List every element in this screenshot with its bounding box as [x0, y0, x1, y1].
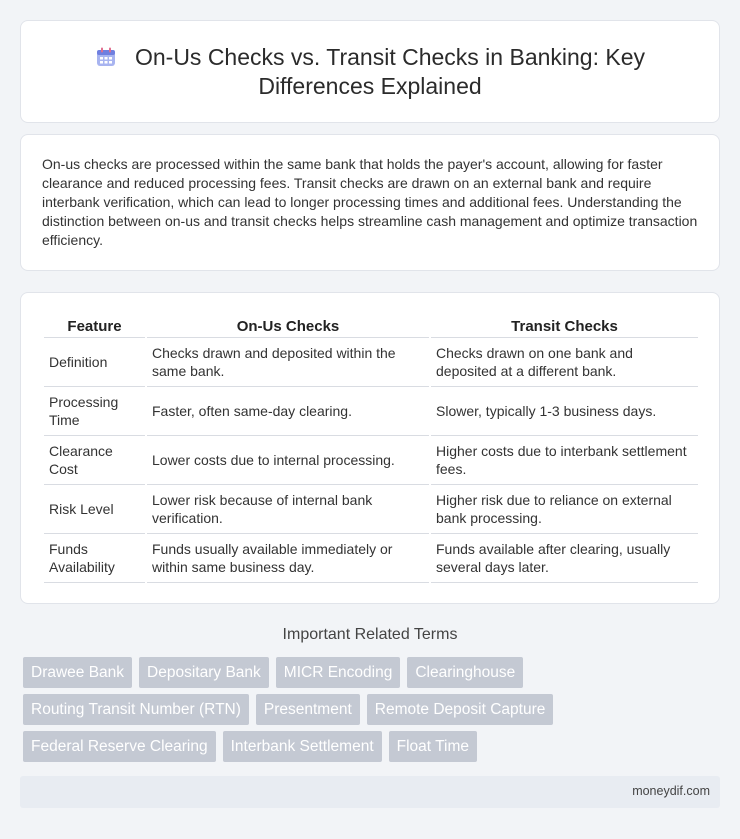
term-tag[interactable]: Federal Reserve Clearing	[23, 731, 216, 762]
row-transit: Funds available after clearing, usually several days later.	[431, 534, 698, 583]
intro-card	[20, 134, 720, 271]
footer-site[interactable]: moneydif.com	[632, 784, 710, 798]
term-tag[interactable]: Remote Deposit Capture	[367, 694, 554, 725]
row-on-us: Lower risk because of internal bank verification.	[147, 485, 429, 534]
term-tag[interactable]: Clearinghouse	[407, 657, 523, 688]
table-header-row	[44, 316, 698, 338]
term-tag[interactable]: Presentment	[256, 694, 360, 725]
header-transit: Transit Checks	[431, 316, 698, 338]
row-transit: Higher risk due to reliance on external bank processing.	[431, 485, 698, 534]
footer	[20, 776, 720, 808]
row-feature: Processing Time	[44, 387, 145, 436]
table-row	[44, 485, 698, 534]
term-tag[interactable]: MICR Encoding	[276, 657, 401, 688]
page-title: On-Us Checks vs. Transit Checks in Banking: Key Differences Explained	[134, 44, 646, 99]
table-row	[44, 387, 698, 436]
comparison-card	[20, 292, 720, 604]
row-on-us: Checks drawn and deposited within the same bank.	[147, 338, 429, 387]
header-on-us: On-Us Checks	[147, 316, 429, 338]
row-transit: Checks drawn on one bank and deposited at a different bank.	[431, 338, 698, 387]
table-row	[44, 338, 698, 387]
page-title-wrap	[21, 43, 719, 101]
terms-heading: Important Related Terms	[282, 626, 458, 643]
table-row	[44, 436, 698, 485]
row-on-us: Funds usually available immediately or within same business day.	[147, 534, 429, 583]
row-transit: Slower, typically 1-3 business days.	[431, 387, 698, 436]
row-on-us: Lower costs due to internal processing.	[147, 436, 429, 485]
term-tag[interactable]: Interbank Settlement	[223, 731, 382, 762]
term-tag[interactable]: Routing Transit Number (RTN)	[23, 694, 249, 725]
comparison-table	[42, 316, 700, 583]
row-feature: Clearance Cost	[44, 436, 145, 485]
row-feature: Definition	[44, 338, 145, 387]
row-feature: Risk Level	[44, 485, 145, 534]
table-row	[44, 534, 698, 583]
term-tag[interactable]: Float Time	[389, 731, 477, 762]
intro-text: On-us checks are processed within the same bank that holds the payer's account, allowing for faster clearance and reduced processing fees. Transit checks are drawn on an external bank and require interbank verification, which can lead to longer processing times and additional fees. Understanding the distinction between on-us and transit checks helps streamline cash management and optimize transaction efficiency.	[42, 156, 698, 248]
related-terms	[23, 657, 623, 768]
row-transit: Higher costs due to interbank settlement fees.	[431, 436, 698, 485]
row-feature: Funds Availability	[44, 534, 145, 583]
term-tag[interactable]: Depositary Bank	[139, 657, 269, 688]
title-card	[20, 20, 720, 123]
term-tag[interactable]: Drawee Bank	[23, 657, 132, 688]
header-feature: Feature	[44, 316, 145, 338]
calendar-icon	[95, 46, 117, 68]
row-on-us: Faster, often same-day clearing.	[147, 387, 429, 436]
